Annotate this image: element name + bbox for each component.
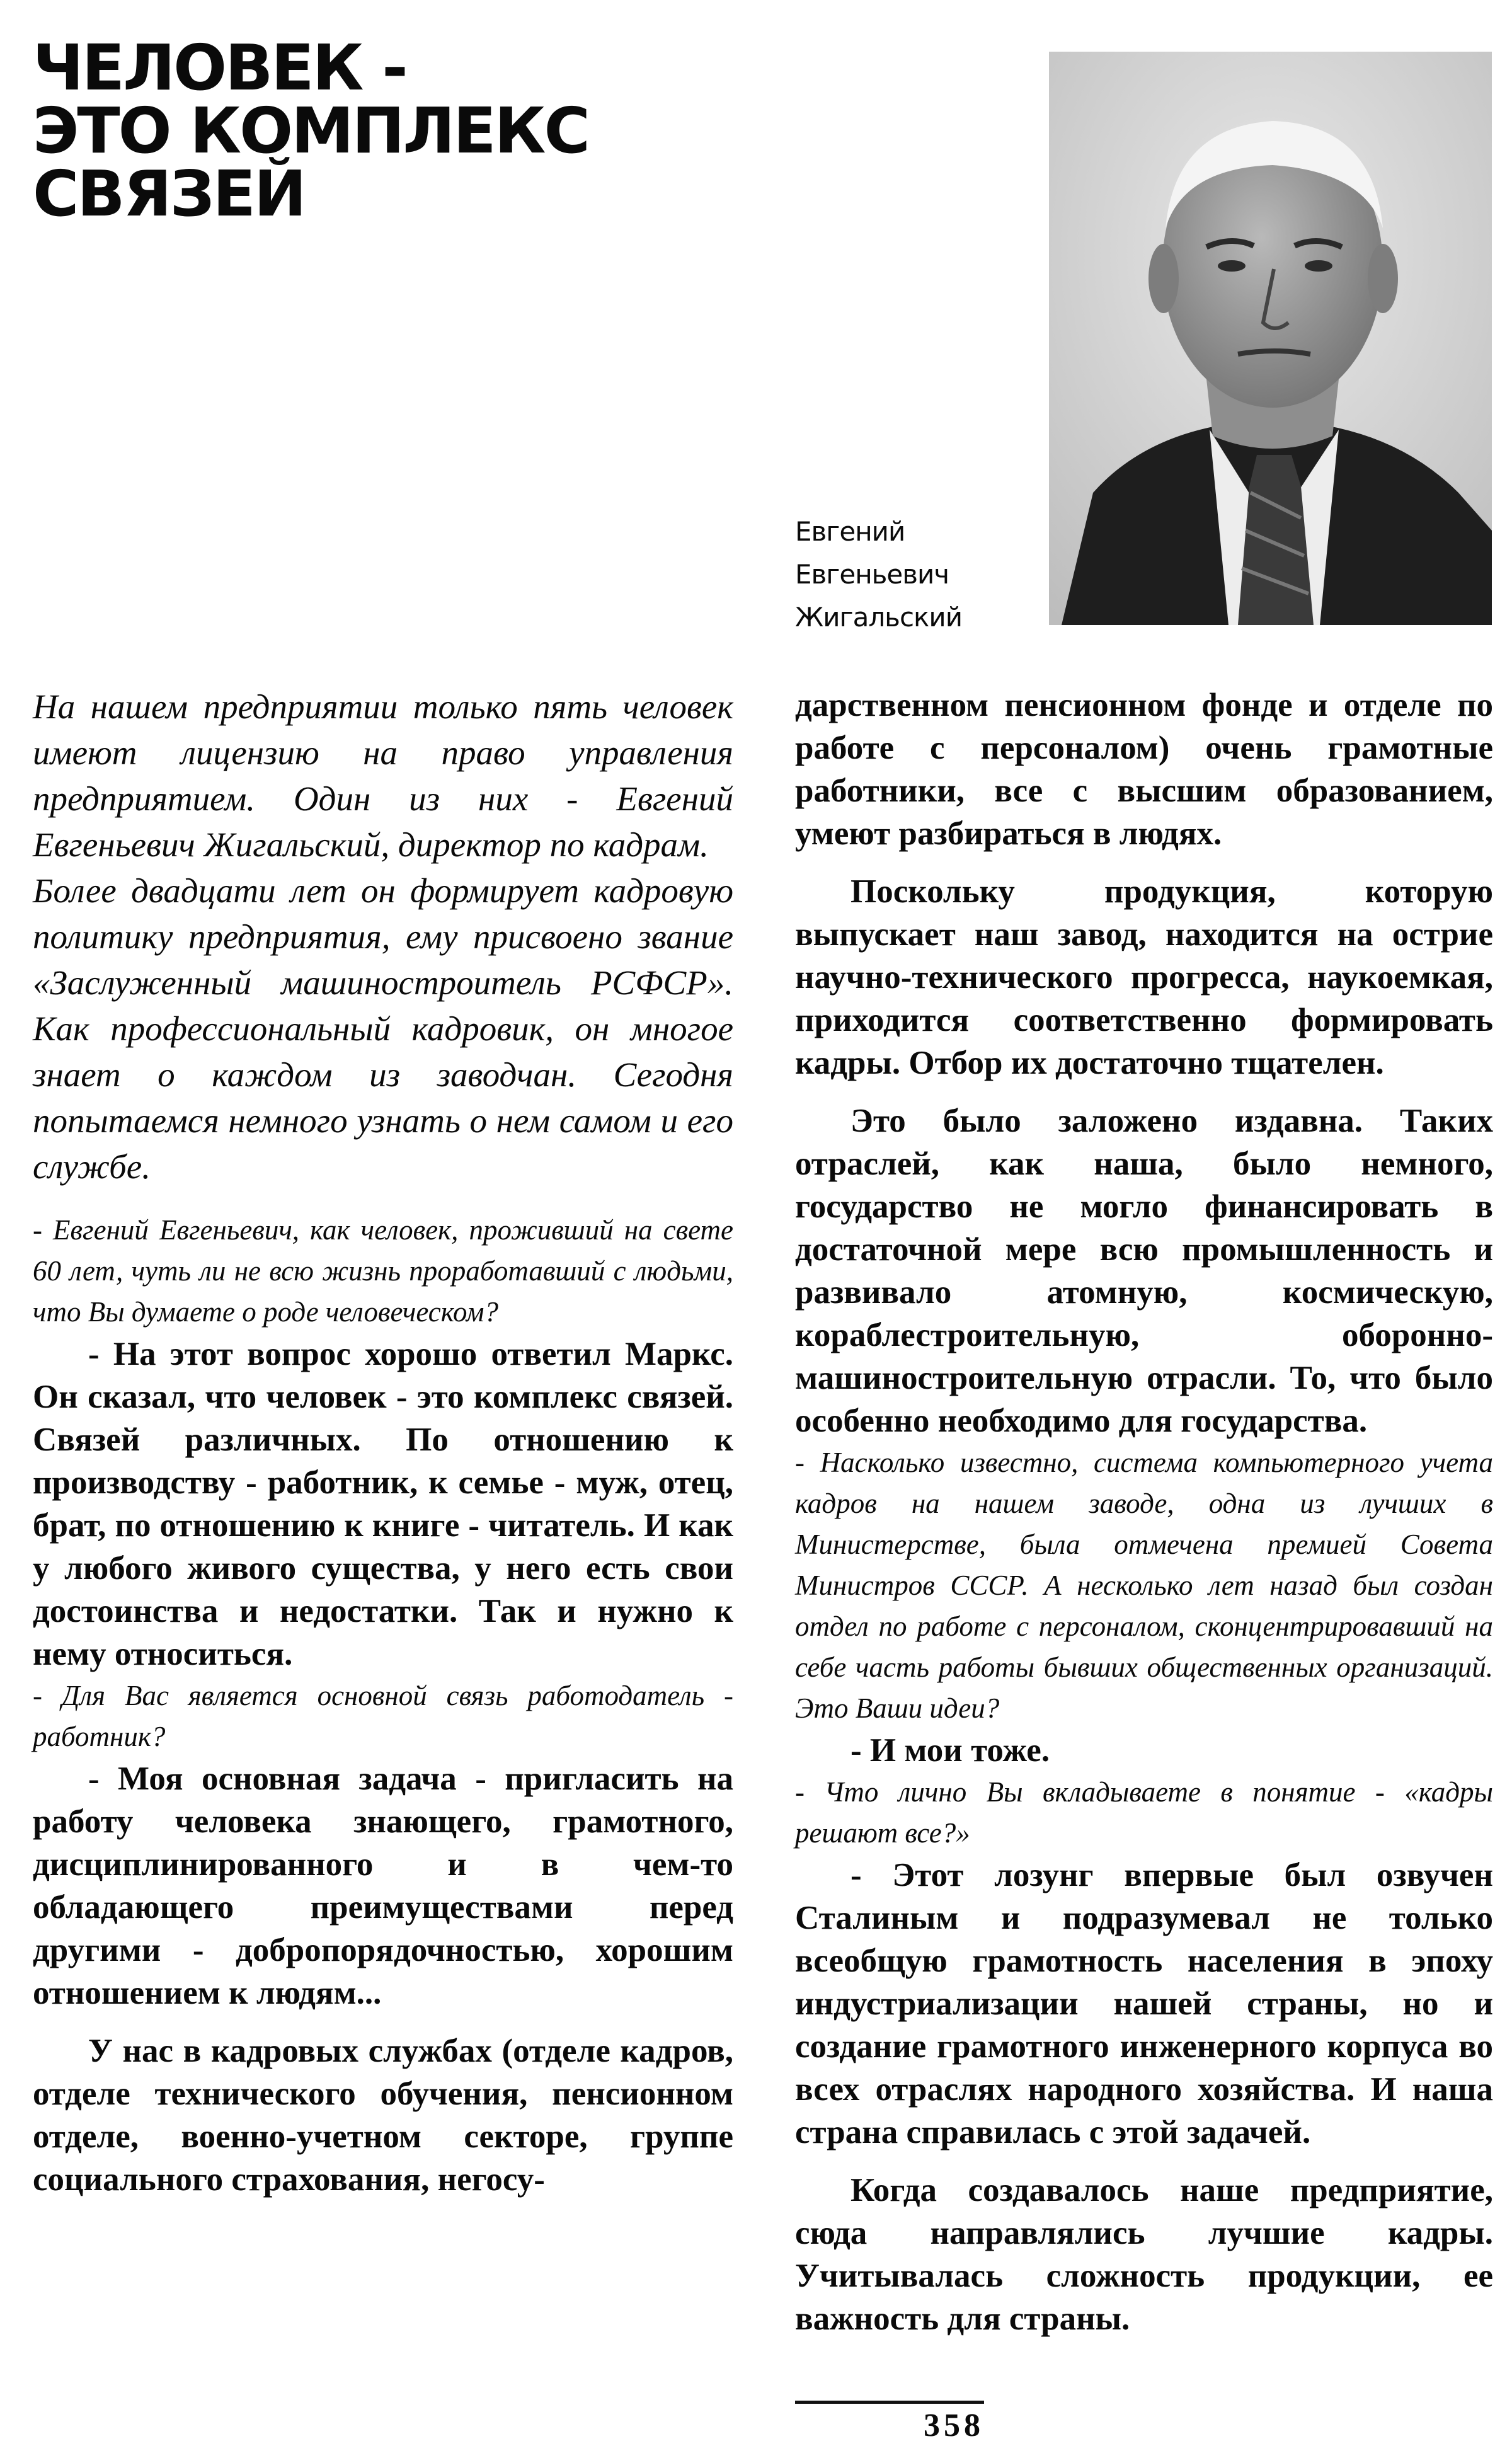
title-line: СВЯЗЕЙ (33, 157, 305, 231)
caption-line: Жигальский (795, 602, 962, 633)
intro-paragraph: На нашем предприятии только пять человек имеют лицензию на право управления предприятием. Один из них - Евгений Евгеньевич Жигальский, директор по кадрам. (33, 687, 733, 864)
question: - Для Вас является основной связь работодатель - работник? (33, 1680, 733, 1752)
portrait-photo (1049, 52, 1492, 625)
intro-paragraph: Более двадцати лет он формирует кадровую политику предприятия, ему присвоено звание «Заслуженный машиностроитель РСФСР». Как профессиональный кадровик, он многое знает о каждом из заводчан. Сегодня попытаемся немного узнать о нем самом и его службе. (33, 871, 733, 1186)
caption-line: Евгеньевич (795, 559, 949, 590)
answer: - Моя основная задача - пригласить на работу человека знающего, грамотного, дисциплинированного и в чем-то обладающего преимуществами перед другими - добропорядочностью, хорошим отношением к людям... (33, 1760, 733, 2011)
right-column (795, 684, 1493, 2340)
caption-line: Евгений (795, 516, 905, 547)
page-number: 358 (924, 2408, 984, 2443)
page-number-rule (795, 2401, 984, 2404)
title-line: ЭТО КОМПЛЕКС (33, 94, 588, 168)
answer: Поскольку продукция, которую выпускает наш завод, находится на острие научно-технического прогресса, наукоемкая, приходится соответственно формировать кадры. Отбор их достаточно тщателен. (795, 873, 1493, 1081)
question: - Насколько известно, система компьютерного учета кадров на нашем заводе, одна из лучших в Министерстве, была отмечена премией Совета Министров СССР. А несколько лет назад был создан отдел по работе с персоналом, сконцентрировавший на себе часть работы бывших общественных организаций. Это Ваши идеи? (795, 1447, 1493, 1724)
portrait-illustration (1049, 52, 1492, 625)
answer: - На этот вопрос хорошо ответил Маркс. Он сказал, что человек - это комплекс связей. Связей различных. По отношению к производству - работник, к семье - муж, отец, брат, по отношению к книге - читатель. И как у любого живого существа, у него есть свои достоинства и недостатки. Так и нужно к нему относиться. (33, 1336, 733, 1672)
answer: Когда создавалось наше предприятие, сюда направлялись лучшие кадры. Учитывалась сложность продукции, ее важность для страны. (795, 2172, 1493, 2337)
question: - Что лично Вы вкладываете в понятие - «кадры решают все?» (795, 1776, 1493, 1849)
question: - Евгений Евгеньевич, как человек, проживший на свете 60 лет, чуть ли не всю жизнь проработавший с людьми, что Вы думаете о роде человеческом? (33, 1214, 733, 1328)
answer: - И мои тоже. (850, 1732, 1050, 1769)
answer: Это было заложено издавна. Таких отраслей, как наша, было немного, государство не могло финансировать в достаточной мере всю промышленность и развивало атомную, космическую, кораблестроительную, оборонно-машиностроительную отрасли. То, что было особенно необходимо для государства. (795, 1103, 1493, 1439)
photo-caption (795, 510, 1034, 639)
answer: - Этот лозунг впервые был озвучен Сталиным и подразумевал не только всеобщую грамотность населения в эпоху индустриализации нашей страны, но и создание грамотного инженерного корпуса во всех отраслях народного хозяйства. И наша страна справилась с этой задачей. (795, 1857, 1493, 2150)
answer-continued: дарственном пенсионном фонде и отделе по работе с персоналом) очень грамотные работники, все с высшим образованием, умеют разбираться в людях. (795, 687, 1493, 852)
left-column (33, 684, 733, 2201)
title-line: ЧЕЛОВЕК - (33, 31, 406, 105)
answer: У нас в кадровых службах (отделе кадров, отделе технического обучения, пенсионном отделе, военно-учетном секторе, группе социального страхования, негосу- (33, 2033, 733, 2198)
article-title (33, 31, 588, 231)
